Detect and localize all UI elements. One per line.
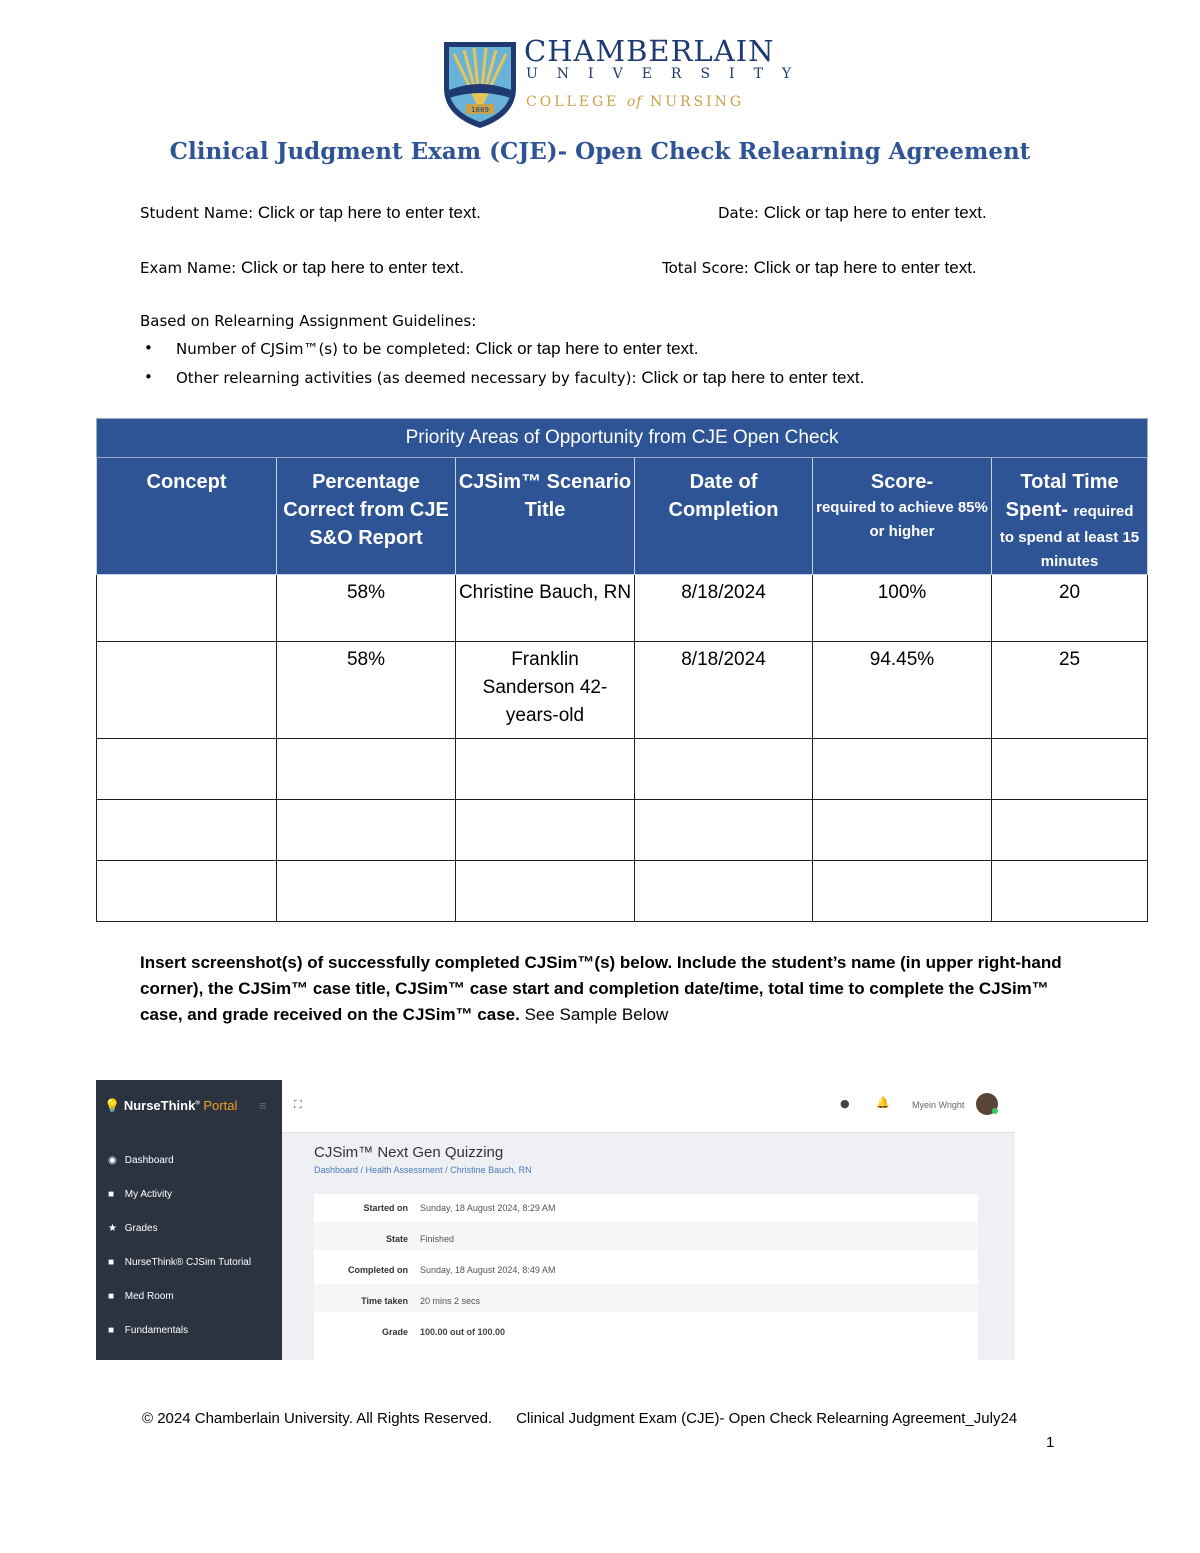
nursethink-logo: 💡 NurseThink® Portal ≡ xyxy=(104,1098,267,1113)
guideline-bullet[interactable]: • Number of CJSim™(s) to be completed: Click or tap here to enter text. xyxy=(144,339,699,358)
empty-cell[interactable] xyxy=(456,800,635,861)
empty-cell[interactable] xyxy=(456,739,635,800)
folder-icon: ■ xyxy=(108,1325,115,1336)
empty-cell[interactable] xyxy=(813,739,992,800)
fullscreen-icon[interactable]: ⛶ xyxy=(294,1098,302,1111)
cell-scenario[interactable]: Franklin Sanderson 42-years-old xyxy=(456,642,635,739)
header-percentage: Percentage Correct from CJE S&O Report xyxy=(277,458,456,575)
header-scenario: CJSim™ Scenario Title xyxy=(456,458,635,575)
summary-row: State Finished xyxy=(314,1222,978,1250)
document-name: Clinical Judgment Exam (CJE)- Open Check Relearning Agreement_July24 xyxy=(516,1410,1018,1427)
empty-cell[interactable] xyxy=(97,800,277,861)
sidebar-item-tutorial[interactable]: ■ NurseThink® CJSim Tutorial xyxy=(108,1257,252,1268)
cell-concept[interactable] xyxy=(97,642,277,739)
cell-score[interactable]: 94.45% xyxy=(813,642,992,739)
copyright: © 2024 Chamberlain University. All Rights Reserved. xyxy=(142,1410,493,1427)
empty-cell[interactable] xyxy=(277,800,456,861)
page-number: 1 xyxy=(1046,1434,1055,1451)
portal-topbar xyxy=(282,1080,1015,1133)
cjsim-count-input[interactable]: Click or tap here to enter text. xyxy=(475,339,699,358)
empty-cell[interactable] xyxy=(992,739,1148,800)
cell-score[interactable]: 100% xyxy=(813,575,992,642)
student-name-input[interactable]: Click or tap here to enter text. xyxy=(257,203,481,222)
empty-cell[interactable] xyxy=(97,739,277,800)
total-score-field[interactable]: Total Score: Click or tap here to enter text. xyxy=(662,258,977,277)
cell-scenario[interactable]: Christine Bauch, RN xyxy=(456,575,635,642)
empty-cell[interactable] xyxy=(635,861,813,922)
header-date: Date of Completion xyxy=(635,458,813,575)
empty-cell[interactable] xyxy=(635,800,813,861)
summary-row: Started on Sunday, 18 August 2024, 8:29 AM xyxy=(363,1203,556,1213)
breadcrumb[interactable]: Dashboard / Health Assessment / Christine Bauch, RN xyxy=(314,1165,532,1175)
cell-percentage[interactable]: 58% xyxy=(277,642,456,739)
portal-main xyxy=(282,1080,1015,1360)
date-input[interactable]: Click or tap here to enter text. xyxy=(763,203,987,222)
table-row-empty xyxy=(97,739,1148,800)
bullet-icon: • xyxy=(144,368,153,386)
total-score-input[interactable]: Click or tap here to enter text. xyxy=(753,258,977,277)
chat-icon[interactable]: ● xyxy=(840,1097,850,1110)
cell-time[interactable]: 25 xyxy=(992,642,1148,739)
cell-date[interactable]: 8/18/2024 xyxy=(635,642,813,739)
chamberlain-shield-logo xyxy=(440,38,520,130)
folder-icon: ■ xyxy=(108,1257,115,1268)
empty-cell[interactable] xyxy=(992,800,1148,861)
svg-text:1889: 1889 xyxy=(471,106,489,114)
table-row-empty xyxy=(97,800,1148,861)
header-time: Total Time Spent- required to spend at least 15 minutes xyxy=(992,458,1148,575)
bullet-icon: • xyxy=(144,339,153,357)
folder-icon: ■ xyxy=(108,1189,115,1200)
table-row-empty xyxy=(97,861,1148,922)
brand-name: CHAMBERLAIN xyxy=(524,34,775,68)
sidebar-item-dashboard[interactable]: ◉ Dashboard xyxy=(108,1155,174,1166)
table-row xyxy=(97,642,1148,739)
sidebar-item-grades[interactable]: ★ Grades xyxy=(108,1223,158,1234)
summary-row: Completed on Sunday, 18 August 2024, 8:49 AM xyxy=(348,1265,556,1275)
menu-icon: ≡ xyxy=(258,1098,267,1113)
folder-icon: ■ xyxy=(108,1291,115,1302)
table-row xyxy=(97,575,1148,642)
empty-cell[interactable] xyxy=(277,861,456,922)
user-name[interactable]: Myein Wright xyxy=(912,1100,965,1110)
student-name-field[interactable]: Student Name: Click or tap here to enter text. xyxy=(140,203,481,222)
table-caption: Priority Areas of Opportunity from CJE Open Check xyxy=(97,419,1148,458)
guidelines-heading: Based on Relearning Assignment Guidelines: xyxy=(140,312,477,330)
brand-college: COLLEGE of NURSING xyxy=(526,94,745,110)
header-concept: Concept xyxy=(97,458,277,575)
screenshot-instructions: Insert screenshot(s) of successfully completed CJSim™(s) below. Include the student’s name (in upper right-hand corner), the CJSim™ case title, CJSim™ case start and completion date/time, total time to complete the CJSim™ case, and grade received on the CJSim™ case. See Sample Below xyxy=(140,953,1062,1024)
cell-percentage[interactable]: 58% xyxy=(277,575,456,642)
summary-row: Time taken 20 mins 2 secs xyxy=(314,1284,978,1312)
star-icon: ★ xyxy=(108,1223,117,1234)
brand-university: UNIVERSITY xyxy=(526,66,811,82)
header-score: Score- required to achieve 85% or higher xyxy=(813,458,992,575)
cell-concept[interactable] xyxy=(97,575,277,642)
date-field[interactable]: Date: Click or tap here to enter text. xyxy=(718,203,987,222)
empty-cell[interactable] xyxy=(277,739,456,800)
empty-cell[interactable] xyxy=(456,861,635,922)
sidebar-item-fundamentals[interactable]: ■ Fundamentals xyxy=(108,1325,189,1336)
exam-name-input[interactable]: Click or tap here to enter text. xyxy=(241,258,465,277)
cell-date[interactable]: 8/18/2024 xyxy=(635,575,813,642)
quiz-page-title: CJSim™ Next Gen Quizzing xyxy=(314,1144,504,1161)
document-title: Clinical Judgment Exam (CJE)- Open Check Relearning Agreement xyxy=(169,138,1031,165)
online-status-icon xyxy=(992,1108,998,1114)
bell-icon[interactable]: 🔔 xyxy=(876,1096,890,1109)
guideline-bullet[interactable]: • Other relearning activities (as deemed necessary by faculty): Click or tap here to enter text. xyxy=(144,368,865,387)
cell-time[interactable]: 20 xyxy=(992,575,1148,642)
dashboard-icon: ◉ xyxy=(108,1155,117,1166)
attempt-summary-card xyxy=(314,1194,978,1360)
exam-name-field[interactable]: Exam Name: Click or tap here to enter text. xyxy=(140,258,465,277)
empty-cell[interactable] xyxy=(813,861,992,922)
sidebar-item-my-activity[interactable]: ■ My Activity xyxy=(108,1189,173,1200)
sample-screenshot xyxy=(96,1080,1015,1360)
priority-areas-table xyxy=(96,418,1148,922)
page-footer xyxy=(142,1410,1017,1427)
empty-cell[interactable] xyxy=(992,861,1148,922)
empty-cell[interactable] xyxy=(813,800,992,861)
summary-row: Grade 100.00 out of 100.00 xyxy=(381,1327,506,1337)
sidebar-item-med-room[interactable]: ■ Med Room xyxy=(108,1291,174,1302)
empty-cell[interactable] xyxy=(635,739,813,800)
other-activities-input[interactable]: Click or tap here to enter text. xyxy=(641,368,865,387)
portal-sidebar xyxy=(96,1080,282,1360)
empty-cell[interactable] xyxy=(97,861,277,922)
